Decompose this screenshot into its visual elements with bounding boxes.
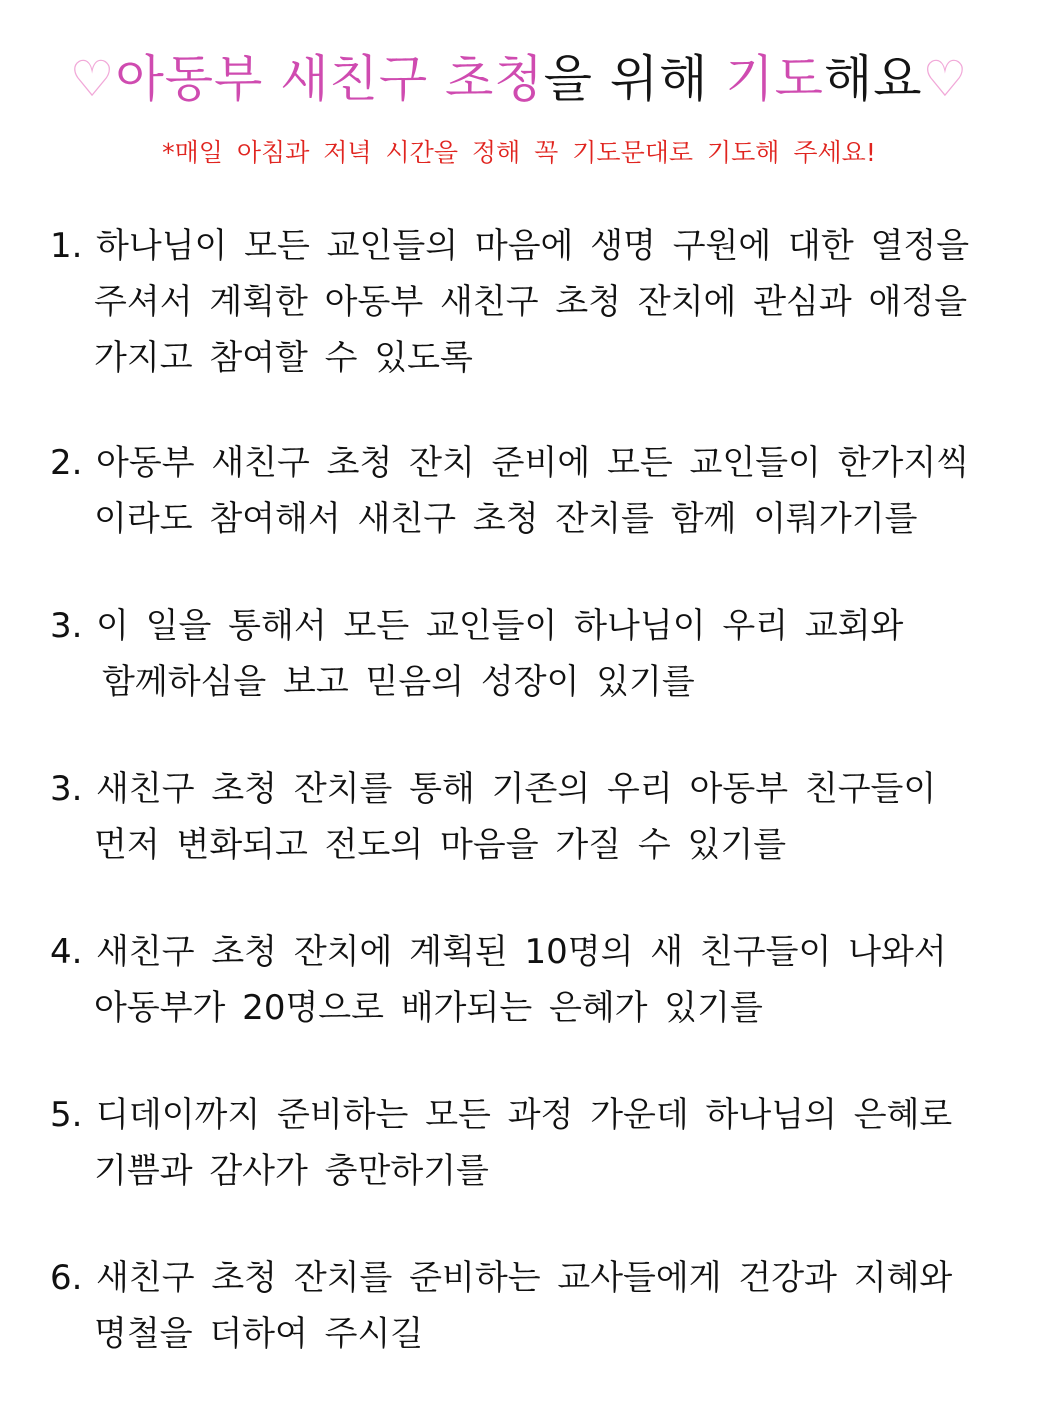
page-title [0, 44, 1038, 114]
item-line: 새친구 초청 잔치를 준비하는 교사들에게 건강과 지혜와 [96, 1258, 953, 1298]
item-line: 명철을 더하여 주시길 [94, 1314, 424, 1354]
item-line: 이 일을 통해서 모든 교인들이 하나님이 우리 교회와 [96, 606, 904, 646]
instruction-note: *매일 아침과 저녁 시간을 정해 꼭 기도문대로 기도해 주세요! [162, 138, 876, 167]
item-line: 주셔서 계획한 아동부 새친구 초청 잔치에 관심과 애정을 [94, 282, 968, 322]
item-line: 하나님이 모든 교인들의 마음에 생명 구원에 대한 열정을 [96, 226, 970, 266]
prayer-item-4 [50, 924, 1010, 1036]
item-line: 아동부 새친구 초청 잔치 준비에 모든 교인들이 한가지씩 [96, 443, 970, 483]
item-line: 가지고 참여할 수 있도록 [94, 338, 473, 378]
item-line: 기쁨과 감사가 충만하기를 [94, 1151, 489, 1191]
item-line: 새친구 초청 잔치를 통해 기존의 우리 아동부 친구들이 [96, 769, 937, 809]
prayer-item-3b [50, 761, 1010, 873]
title-highlight-event: 아동부 새친구 초청 [115, 50, 544, 108]
item-number: 3. [50, 769, 83, 809]
title-highlight-prayer: 기도 [725, 50, 824, 108]
item-line: 함께하심을 보고 믿음의 성장이 있기를 [102, 662, 695, 702]
prayer-item-2 [50, 435, 1010, 547]
item-number: 1. [50, 226, 83, 266]
item-line: 디데이까지 준비하는 모든 과정 가운데 하나님의 은혜로 [96, 1095, 953, 1135]
title-text-end: 해요 [823, 50, 923, 108]
prayer-item-3 [50, 598, 1010, 710]
prayer-item-1 [50, 218, 1010, 386]
item-number: 4. [50, 932, 83, 972]
item-number: 2. [50, 443, 83, 483]
title-text-middle: 을 위해 [543, 50, 726, 108]
heart-right-icon: ♡ [922, 50, 969, 108]
item-line: 먼저 변화되고 전도의 마음을 가질 수 있기를 [94, 825, 787, 865]
item-number: 3. [50, 606, 83, 646]
item-number: 5. [50, 1095, 83, 1135]
item-line: 새친구 초청 잔치에 계획된 10명의 새 친구들이 나와서 [96, 932, 947, 972]
prayer-item-6 [50, 1250, 1010, 1362]
item-line: 이라도 참여해서 새친구 초청 잔치를 함께 이뤄가기를 [94, 499, 918, 539]
item-number: 6. [50, 1258, 83, 1298]
item-line: 아동부가 20명으로 배가되는 은혜가 있기를 [94, 988, 763, 1028]
heart-left-icon: ♡ [69, 50, 116, 108]
prayer-item-5 [50, 1087, 1010, 1199]
